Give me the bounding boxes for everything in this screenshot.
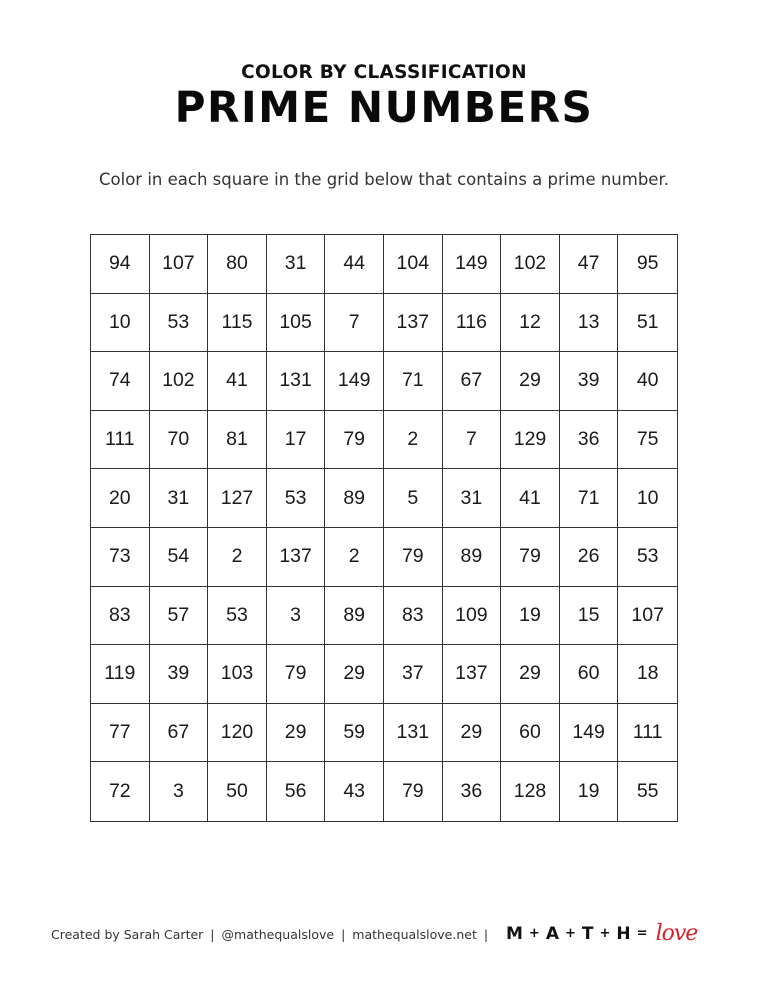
- grid-cell[interactable]: 51: [618, 294, 677, 353]
- grid-cell[interactable]: 15: [560, 587, 619, 646]
- grid-cell[interactable]: 128: [501, 762, 560, 821]
- grid-cell[interactable]: 77: [91, 704, 150, 763]
- social-handle: @mathequalslove: [221, 927, 335, 942]
- grid-cell[interactable]: 94: [91, 235, 150, 294]
- grid-cell[interactable]: 103: [208, 645, 267, 704]
- grid-cell[interactable]: 40: [618, 352, 677, 411]
- grid-cell[interactable]: 19: [560, 762, 619, 821]
- grid-cell[interactable]: 60: [560, 645, 619, 704]
- grid-cell[interactable]: 47: [560, 235, 619, 294]
- grid-cell[interactable]: 53: [208, 587, 267, 646]
- grid-cell[interactable]: 137: [384, 294, 443, 353]
- grid-cell[interactable]: 53: [267, 469, 326, 528]
- grid-cell[interactable]: 89: [443, 528, 502, 587]
- grid-cell[interactable]: 31: [267, 235, 326, 294]
- grid-cell[interactable]: 41: [208, 352, 267, 411]
- grid-cell[interactable]: 29: [443, 704, 502, 763]
- grid-cell[interactable]: 67: [150, 704, 209, 763]
- number-grid: [90, 234, 678, 822]
- grid-cell[interactable]: 7: [443, 411, 502, 470]
- logo-plus: +: [565, 926, 576, 941]
- logo-letter-t: T: [581, 923, 594, 944]
- logo-love-script: love: [655, 921, 698, 946]
- grid-cell[interactable]: 54: [150, 528, 209, 587]
- footer-credits: [51, 927, 495, 942]
- grid-cell[interactable]: 29: [325, 645, 384, 704]
- grid-cell[interactable]: 111: [91, 411, 150, 470]
- grid-cell[interactable]: 137: [443, 645, 502, 704]
- grid-cell[interactable]: 104: [384, 235, 443, 294]
- grid-cell[interactable]: 12: [501, 294, 560, 353]
- grid-cell[interactable]: 149: [325, 352, 384, 411]
- grid-cell[interactable]: 10: [618, 469, 677, 528]
- grid-cell[interactable]: 55: [636, 780, 659, 803]
- grid-cell[interactable]: 111: [618, 704, 677, 763]
- worksheet-subtitle: COLOR BY CLASSIFICATION: [241, 62, 527, 83]
- instructions: Color in each square in the grid below that contains a prime number.: [99, 170, 669, 189]
- grid-cell[interactable]: 120: [208, 704, 267, 763]
- grid-cell[interactable]: 39: [150, 645, 209, 704]
- grid-cell[interactable]: 75: [618, 411, 677, 470]
- grid-cell[interactable]: 13: [560, 294, 619, 353]
- grid-cell[interactable]: 70: [150, 411, 209, 470]
- grid-cell[interactable]: 56: [267, 762, 326, 821]
- grid-cell[interactable]: 53: [618, 528, 677, 587]
- grid-cell[interactable]: 29: [501, 645, 560, 704]
- grid-cell[interactable]: 50: [208, 762, 267, 821]
- grid-cell[interactable]: 2: [325, 528, 384, 587]
- grid-cell[interactable]: 127: [208, 469, 267, 528]
- grid-cell[interactable]: 39: [560, 352, 619, 411]
- grid-cell[interactable]: 60: [501, 704, 560, 763]
- grid-cell[interactable]: 5: [384, 469, 443, 528]
- grid-cell[interactable]: 115: [208, 294, 267, 353]
- grid-cell[interactable]: 71: [384, 352, 443, 411]
- grid-cell[interactable]: 80: [208, 235, 267, 294]
- grid-cell[interactable]: 79: [267, 645, 326, 704]
- grid-cell[interactable]: 26: [560, 528, 619, 587]
- grid-cell[interactable]: 79: [325, 411, 384, 470]
- grid-cell[interactable]: 149: [443, 235, 502, 294]
- math-equals-love-logo: [506, 921, 697, 946]
- grid-cell[interactable]: 116: [443, 294, 502, 353]
- grid-cell[interactable]: 107: [618, 587, 677, 646]
- grid-cell[interactable]: 18: [618, 645, 677, 704]
- worksheet-title: PRIME NUMBERS: [174, 83, 594, 133]
- grid-cell[interactable]: 19: [501, 587, 560, 646]
- grid-cell[interactable]: 31: [443, 469, 502, 528]
- grid-cell[interactable]: 53: [150, 294, 209, 353]
- grid-cell[interactable]: 41: [501, 469, 560, 528]
- grid-cell[interactable]: 131: [384, 704, 443, 763]
- grid-cell[interactable]: 131: [267, 352, 326, 411]
- grid-cell[interactable]: 7: [325, 294, 384, 353]
- grid-cell[interactable]: 3: [267, 587, 326, 646]
- grid-cell[interactable]: 109: [443, 587, 502, 646]
- grid-cell[interactable]: 20: [91, 469, 150, 528]
- grid-cell[interactable]: 71: [560, 469, 619, 528]
- grid-cell[interactable]: 83: [91, 587, 150, 646]
- grid-cell[interactable]: 3: [150, 762, 209, 821]
- grid-cell[interactable]: 119: [91, 645, 150, 704]
- grid-cell[interactable]: 107: [150, 235, 209, 294]
- grid-cell[interactable]: 79: [384, 762, 443, 821]
- grid-cell[interactable]: 2: [384, 411, 443, 470]
- grid-cell[interactable]: 89: [325, 469, 384, 528]
- grid-cell[interactable]: 83: [384, 587, 443, 646]
- grid-cell[interactable]: 72: [91, 762, 150, 821]
- grid-cell[interactable]: 73: [91, 528, 150, 587]
- grid-cell[interactable]: 43: [325, 762, 384, 821]
- grid-cell[interactable]: 79: [501, 528, 560, 587]
- grid-cell[interactable]: 102: [150, 352, 209, 411]
- logo-letter-h: H: [616, 923, 631, 944]
- logo-equals: =: [636, 926, 648, 941]
- grid-cell[interactable]: 44: [325, 235, 384, 294]
- grid-cell[interactable]: 36: [443, 762, 502, 821]
- grid-cell[interactable]: 10: [91, 294, 150, 353]
- grid-cell[interactable]: 37: [384, 645, 443, 704]
- grid-cell[interactable]: 149: [560, 704, 619, 763]
- grid-cell[interactable]: 89: [325, 587, 384, 646]
- grid-cell[interactable]: 81: [208, 411, 267, 470]
- grid-cell[interactable]: 29: [267, 704, 326, 763]
- grid-cell[interactable]: 102: [501, 235, 560, 294]
- grid-cell[interactable]: 31: [150, 469, 209, 528]
- grid-cell[interactable]: 79: [384, 528, 443, 587]
- grid-cell[interactable]: 17: [267, 411, 326, 470]
- separator: |: [341, 927, 346, 942]
- grid-cell[interactable]: 129: [501, 411, 560, 470]
- logo-plus: +: [528, 926, 540, 941]
- grid-cell[interactable]: 59: [325, 704, 384, 763]
- credit-text: Created by Sarah Carter: [51, 927, 204, 942]
- logo-plus: +: [599, 926, 611, 941]
- grid-cell[interactable]: 74: [91, 352, 150, 411]
- separator: |: [483, 927, 489, 942]
- grid-cell[interactable]: 67: [443, 352, 502, 411]
- grid-cell[interactable]: 105: [267, 294, 326, 353]
- grid-cell[interactable]: 57: [150, 587, 209, 646]
- grid-cell[interactable]: 29: [501, 352, 560, 411]
- logo-letter-a: A: [545, 923, 559, 944]
- grid-cell[interactable]: 95: [618, 235, 677, 294]
- grid-cell[interactable]: 2: [208, 528, 267, 587]
- logo-letter-m: M: [506, 923, 523, 944]
- grid-cell[interactable]: 137: [267, 528, 326, 587]
- website-link[interactable]: mathequalslove.net: [352, 927, 477, 942]
- grid-cell[interactable]: 36: [560, 411, 619, 470]
- separator: |: [210, 927, 215, 942]
